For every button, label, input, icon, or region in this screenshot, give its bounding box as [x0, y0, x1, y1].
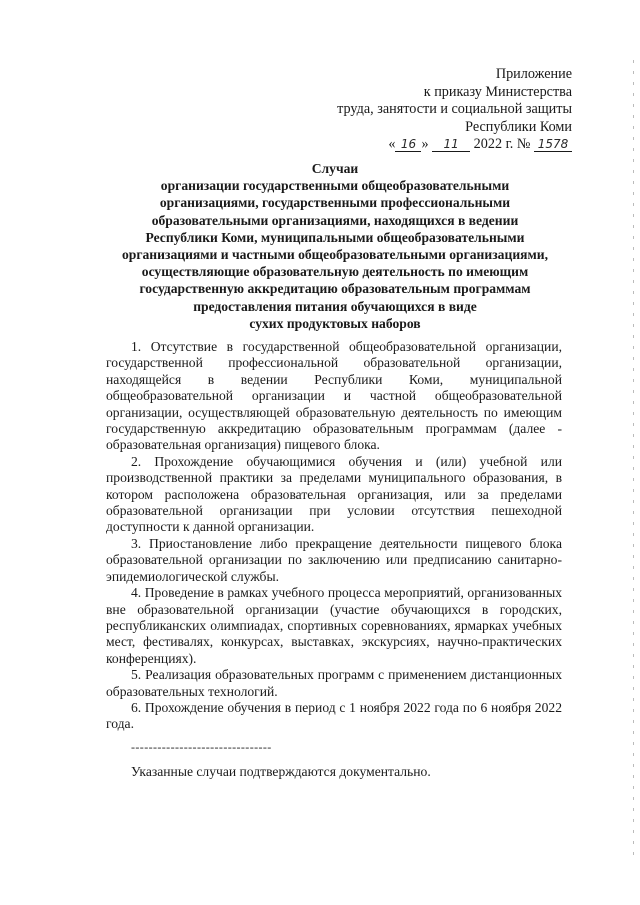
appendix-line: к приказу Министерства — [423, 83, 572, 100]
list-item: 4. Проведение в рамках учебного процесса мероприятий, организованных вне образовательной организации (участие обучающихся в городских, республиканских олимпиадах, спортивных соревнованиях, ярмарках учебных мест, фестивалях, конкурсах, выставках, экскурсиях, научно-практических конференциях). — [106, 585, 562, 666]
title-line: государственную аккредитацию образовательным программам — [139, 281, 531, 297]
title-line: организациями и частными общеобразовательными организациями, — [121, 247, 548, 263]
title-line: организации государственными общеобразовательными — [160, 178, 510, 194]
document-title — [100, 160, 570, 332]
order-number-handwritten: 1578 — [534, 138, 572, 152]
list-item: 3. Приостановление либо прекращение деятельности пищевого блока образовательной организации по заключению или предписанию санитарно-эпидемиологической службы. — [106, 535, 562, 584]
footer-note: Указанные случаи подтверждаются документально. — [131, 764, 431, 779]
order-day-handwritten: 16 — [395, 138, 421, 152]
appendix-line: Приложение — [495, 66, 572, 82]
title-line: осуществляющие образовательную деятельность по имеющим — [141, 264, 529, 280]
separator-line: -------------------------------- — [131, 740, 272, 754]
list-item: 2. Прохождение обучающимися обучения и (или) учебной или производственной практики за пределами муниципального образования, в котором расположена образовательная организация, или за пределами образовательной организации при условии отсутствия пешеходной доступности к данной организации. — [106, 453, 562, 535]
order-open-quote: « — [388, 136, 396, 152]
list-item: 6. Прохождение обучения в период с 1 ноября 2022 года по 6 ноября 2022 года. — [106, 699, 562, 732]
order-month-handwritten: 11 — [432, 138, 470, 152]
list-item: 1. Отсутствие в государственной общеобразовательной организации, государственной профессиональной образовательной организации, находящейся в ведении Республики Коми, муниципальной общеобразовательной организации и частной общеобразовательной организации, осуществляющей образовательную деятельность по имеющим государственную аккредитацию образовательным программам (далее - образовательная организация) пищевого блока. — [106, 339, 562, 453]
appendix-line: труда, занятости и социальной защиты — [337, 101, 572, 117]
title-line: Республики Коми, муниципальными общеобразовательными — [145, 229, 525, 245]
title-line: сухих продуктовых наборов — [249, 315, 421, 331]
scan-edge-artifact — [633, 60, 634, 860]
order-year: 2022 г. № — [473, 136, 531, 152]
appendix-line: Республики Коми — [465, 118, 572, 135]
list-item: 5. Реализация образовательных программ с применением дистанционных образовательных технологий. — [106, 667, 562, 699]
title-line: организациями, государственными профессиональными — [159, 195, 511, 211]
document-body — [106, 339, 562, 733]
title-line: Случаи — [311, 161, 359, 176]
title-line: предоставления питания обучающихся в виде — [193, 298, 477, 314]
appendix-header — [272, 66, 572, 154]
order-reference — [272, 136, 572, 154]
order-close-quote: » — [421, 136, 429, 152]
title-line: образовательными организациями, находящихся в ведении — [151, 212, 519, 228]
